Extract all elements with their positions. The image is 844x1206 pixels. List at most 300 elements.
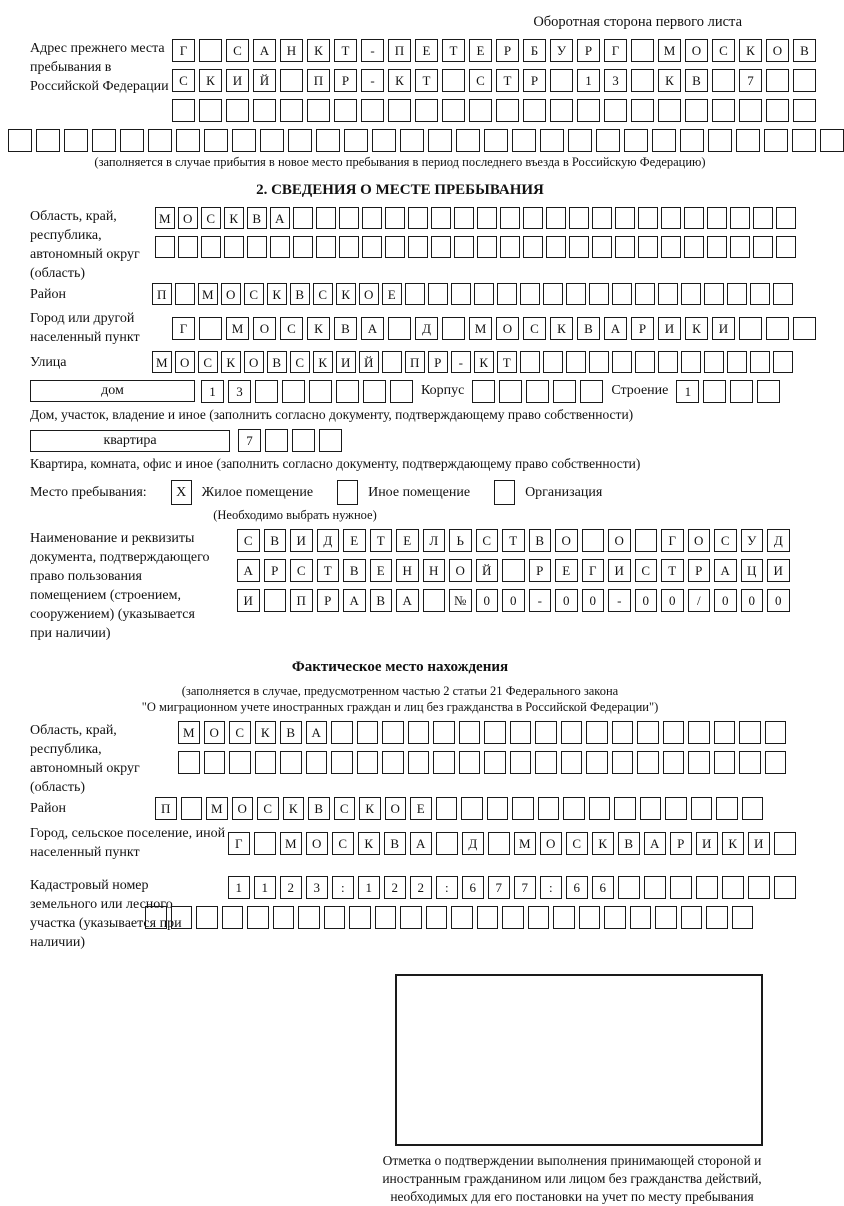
form-cell[interactable]: В bbox=[264, 529, 287, 552]
form-cell[interactable]: Н bbox=[396, 559, 419, 582]
form-cell[interactable] bbox=[706, 906, 728, 929]
form-cell[interactable] bbox=[704, 351, 724, 373]
form-cell[interactable]: Т bbox=[442, 39, 465, 62]
form-cell[interactable]: К bbox=[307, 39, 330, 62]
form-cell[interactable]: С bbox=[226, 39, 249, 62]
form-cell[interactable]: К bbox=[592, 832, 614, 855]
form-cell[interactable]: 1 bbox=[201, 380, 224, 403]
form-cell[interactable] bbox=[750, 351, 770, 373]
form-cell[interactable]: В bbox=[793, 39, 816, 62]
form-cell[interactable] bbox=[680, 129, 704, 152]
form-cell[interactable]: Е bbox=[382, 283, 402, 305]
form-cell[interactable] bbox=[631, 69, 654, 92]
form-cell[interactable]: 7 bbox=[514, 876, 536, 899]
form-cell[interactable] bbox=[688, 721, 710, 744]
form-cell[interactable]: 2 bbox=[410, 876, 432, 899]
form-cell[interactable]: Р bbox=[334, 69, 357, 92]
form-cell[interactable]: 0 bbox=[555, 589, 578, 612]
form-cell[interactable] bbox=[535, 751, 557, 774]
form-cell[interactable] bbox=[324, 906, 346, 929]
form-cell[interactable]: И bbox=[237, 589, 260, 612]
form-cell[interactable] bbox=[714, 721, 736, 744]
form-cell[interactable] bbox=[742, 797, 764, 820]
form-cell[interactable] bbox=[344, 129, 368, 152]
form-cell[interactable]: К bbox=[307, 317, 330, 340]
form-cell[interactable] bbox=[773, 351, 793, 373]
form-cell[interactable] bbox=[451, 906, 473, 929]
form-cell[interactable] bbox=[765, 721, 787, 744]
form-cell[interactable]: С bbox=[201, 207, 221, 229]
form-cell[interactable] bbox=[793, 317, 816, 340]
form-cell[interactable] bbox=[604, 906, 626, 929]
form-cell[interactable]: В bbox=[529, 529, 552, 552]
form-cell[interactable] bbox=[766, 69, 789, 92]
form-cell[interactable]: 1 bbox=[228, 876, 250, 899]
form-cell[interactable]: Ь bbox=[449, 529, 472, 552]
form-cell[interactable]: М bbox=[226, 317, 249, 340]
form-cell[interactable]: А bbox=[361, 317, 384, 340]
form-cell[interactable]: И bbox=[226, 69, 249, 92]
form-cell[interactable] bbox=[712, 99, 735, 122]
form-cell[interactable]: А bbox=[253, 39, 276, 62]
form-cell[interactable] bbox=[523, 207, 543, 229]
stay-type-checkbox-other[interactable] bbox=[337, 480, 358, 505]
form-cell[interactable]: Р bbox=[496, 39, 519, 62]
form-cell[interactable] bbox=[382, 751, 404, 774]
form-cell[interactable] bbox=[586, 721, 608, 744]
form-cell[interactable]: С bbox=[523, 317, 546, 340]
form-cell[interactable] bbox=[477, 906, 499, 929]
form-cell[interactable] bbox=[306, 751, 328, 774]
form-cell[interactable] bbox=[540, 129, 564, 152]
form-cell[interactable] bbox=[739, 317, 762, 340]
form-cell[interactable] bbox=[309, 380, 332, 403]
form-cell[interactable] bbox=[336, 380, 359, 403]
form-cell[interactable] bbox=[331, 751, 353, 774]
form-cell[interactable]: В bbox=[370, 589, 393, 612]
form-cell[interactable] bbox=[282, 380, 305, 403]
form-cell[interactable] bbox=[484, 751, 506, 774]
form-cell[interactable]: Ц bbox=[741, 559, 764, 582]
form-cell[interactable] bbox=[224, 236, 244, 258]
form-cell[interactable]: И bbox=[608, 559, 631, 582]
form-cell[interactable] bbox=[408, 236, 428, 258]
form-cell[interactable]: С bbox=[712, 39, 735, 62]
form-cell[interactable]: М bbox=[206, 797, 228, 820]
form-cell[interactable] bbox=[175, 283, 195, 305]
form-cell[interactable]: - bbox=[529, 589, 552, 612]
form-cell[interactable] bbox=[637, 751, 659, 774]
form-cell[interactable] bbox=[553, 380, 576, 403]
form-cell[interactable]: Г bbox=[582, 559, 605, 582]
form-cell[interactable]: С bbox=[198, 351, 218, 373]
form-cell[interactable] bbox=[638, 207, 658, 229]
form-cell[interactable] bbox=[469, 99, 492, 122]
form-cell[interactable] bbox=[454, 236, 474, 258]
form-cell[interactable] bbox=[148, 129, 172, 152]
form-cell[interactable]: П bbox=[307, 69, 330, 92]
form-cell[interactable]: С bbox=[280, 317, 303, 340]
form-cell[interactable] bbox=[339, 236, 359, 258]
form-cell[interactable]: К bbox=[199, 69, 222, 92]
form-cell[interactable] bbox=[431, 207, 451, 229]
form-cell[interactable]: Р bbox=[428, 351, 448, 373]
form-cell[interactable] bbox=[637, 721, 659, 744]
form-cell[interactable]: Г bbox=[228, 832, 250, 855]
form-cell[interactable]: С bbox=[244, 283, 264, 305]
form-cell[interactable]: Е bbox=[555, 559, 578, 582]
form-cell[interactable] bbox=[586, 751, 608, 774]
form-cell[interactable]: О bbox=[385, 797, 407, 820]
form-cell[interactable]: Й bbox=[476, 559, 499, 582]
form-cell[interactable] bbox=[247, 236, 267, 258]
form-cell[interactable] bbox=[362, 236, 382, 258]
form-cell[interactable] bbox=[472, 380, 495, 403]
form-cell[interactable]: К bbox=[722, 832, 744, 855]
form-cell[interactable] bbox=[615, 236, 635, 258]
form-cell[interactable] bbox=[499, 380, 522, 403]
form-cell[interactable] bbox=[566, 351, 586, 373]
form-cell[interactable] bbox=[766, 99, 789, 122]
form-cell[interactable] bbox=[500, 236, 520, 258]
form-cell[interactable] bbox=[512, 797, 534, 820]
form-cell[interactable] bbox=[204, 129, 228, 152]
form-cell[interactable] bbox=[264, 589, 287, 612]
form-cell[interactable]: С bbox=[237, 529, 260, 552]
form-cell[interactable] bbox=[408, 207, 428, 229]
form-cell[interactable]: А bbox=[714, 559, 737, 582]
form-cell[interactable]: О bbox=[306, 832, 328, 855]
form-cell[interactable] bbox=[254, 832, 276, 855]
form-cell[interactable]: - bbox=[361, 39, 384, 62]
form-cell[interactable] bbox=[523, 236, 543, 258]
form-cell[interactable] bbox=[614, 797, 636, 820]
form-cell[interactable]: С bbox=[332, 832, 354, 855]
form-cell[interactable] bbox=[631, 99, 654, 122]
form-cell[interactable]: 2 bbox=[280, 876, 302, 899]
form-cell[interactable] bbox=[655, 906, 677, 929]
form-cell[interactable] bbox=[334, 99, 357, 122]
form-cell[interactable] bbox=[273, 906, 295, 929]
form-cell[interactable]: Т bbox=[497, 351, 517, 373]
form-cell[interactable]: Е bbox=[370, 559, 393, 582]
form-cell[interactable] bbox=[510, 721, 532, 744]
form-cell[interactable] bbox=[612, 721, 634, 744]
form-cell[interactable] bbox=[753, 236, 773, 258]
form-cell[interactable]: С bbox=[714, 529, 737, 552]
form-cell[interactable] bbox=[736, 129, 760, 152]
form-cell[interactable] bbox=[36, 129, 60, 152]
form-cell[interactable] bbox=[331, 721, 353, 744]
form-cell[interactable] bbox=[553, 906, 575, 929]
form-cell[interactable]: 6 bbox=[462, 876, 484, 899]
form-cell[interactable]: В bbox=[280, 721, 302, 744]
form-cell[interactable] bbox=[520, 351, 540, 373]
form-cell[interactable]: О bbox=[555, 529, 578, 552]
form-cell[interactable] bbox=[739, 721, 761, 744]
form-cell[interactable] bbox=[451, 283, 471, 305]
form-cell[interactable] bbox=[456, 129, 480, 152]
form-cell[interactable] bbox=[708, 129, 732, 152]
form-cell[interactable]: О bbox=[232, 797, 254, 820]
form-cell[interactable] bbox=[382, 351, 402, 373]
form-cell[interactable]: П bbox=[155, 797, 177, 820]
form-cell[interactable] bbox=[226, 99, 249, 122]
form-cell[interactable]: Р bbox=[577, 39, 600, 62]
form-cell[interactable] bbox=[204, 751, 226, 774]
form-cell[interactable]: : bbox=[332, 876, 354, 899]
form-cell[interactable] bbox=[362, 207, 382, 229]
form-cell[interactable] bbox=[385, 207, 405, 229]
form-cell[interactable] bbox=[615, 207, 635, 229]
form-cell[interactable] bbox=[774, 832, 796, 855]
form-cell[interactable] bbox=[388, 317, 411, 340]
form-cell[interactable]: Е bbox=[343, 529, 366, 552]
form-cell[interactable] bbox=[298, 906, 320, 929]
form-cell[interactable] bbox=[730, 380, 753, 403]
form-cell[interactable]: В bbox=[290, 283, 310, 305]
form-cell[interactable]: К bbox=[358, 832, 380, 855]
form-cell[interactable] bbox=[589, 283, 609, 305]
form-cell[interactable] bbox=[265, 429, 288, 452]
form-cell[interactable]: У bbox=[741, 529, 764, 552]
form-cell[interactable] bbox=[661, 236, 681, 258]
form-cell[interactable] bbox=[120, 129, 144, 152]
form-cell[interactable]: П bbox=[152, 283, 172, 305]
form-cell[interactable]: О bbox=[496, 317, 519, 340]
form-cell[interactable]: 3 bbox=[306, 876, 328, 899]
form-cell[interactable] bbox=[512, 129, 536, 152]
form-cell[interactable] bbox=[316, 129, 340, 152]
form-cell[interactable] bbox=[618, 876, 640, 899]
form-cell[interactable] bbox=[568, 129, 592, 152]
form-cell[interactable]: : bbox=[436, 876, 458, 899]
form-cell[interactable]: О bbox=[244, 351, 264, 373]
form-cell[interactable] bbox=[638, 236, 658, 258]
form-cell[interactable]: О bbox=[449, 559, 472, 582]
form-cell[interactable] bbox=[592, 207, 612, 229]
form-cell[interactable]: Р bbox=[317, 589, 340, 612]
form-cell[interactable]: К bbox=[267, 283, 287, 305]
form-cell[interactable]: Б bbox=[523, 39, 546, 62]
form-cell[interactable] bbox=[624, 129, 648, 152]
form-cell[interactable] bbox=[477, 236, 497, 258]
form-cell[interactable] bbox=[635, 529, 658, 552]
form-cell[interactable] bbox=[727, 283, 747, 305]
form-cell[interactable]: Н bbox=[280, 39, 303, 62]
form-cell[interactable]: Т bbox=[496, 69, 519, 92]
form-cell[interactable]: О bbox=[221, 283, 241, 305]
form-cell[interactable] bbox=[423, 589, 446, 612]
form-cell[interactable] bbox=[316, 236, 336, 258]
form-cell[interactable] bbox=[635, 351, 655, 373]
form-cell[interactable]: Й bbox=[359, 351, 379, 373]
form-cell[interactable] bbox=[155, 236, 175, 258]
form-cell[interactable] bbox=[820, 129, 844, 152]
form-cell[interactable]: А bbox=[237, 559, 260, 582]
form-cell[interactable] bbox=[484, 129, 508, 152]
form-cell[interactable]: О bbox=[204, 721, 226, 744]
form-cell[interactable] bbox=[631, 39, 654, 62]
form-cell[interactable]: О bbox=[253, 317, 276, 340]
form-cell[interactable]: А bbox=[343, 589, 366, 612]
form-cell[interactable] bbox=[181, 797, 203, 820]
form-cell[interactable]: А bbox=[306, 721, 328, 744]
form-cell[interactable] bbox=[502, 906, 524, 929]
form-cell[interactable]: В bbox=[267, 351, 287, 373]
form-cell[interactable] bbox=[8, 129, 32, 152]
form-cell[interactable] bbox=[582, 529, 605, 552]
form-cell[interactable] bbox=[442, 99, 465, 122]
form-cell[interactable] bbox=[748, 876, 770, 899]
form-cell[interactable] bbox=[596, 129, 620, 152]
form-cell[interactable]: И bbox=[696, 832, 718, 855]
form-cell[interactable]: С bbox=[469, 69, 492, 92]
form-cell[interactable]: А bbox=[270, 207, 290, 229]
form-cell[interactable] bbox=[247, 906, 269, 929]
form-cell[interactable]: - bbox=[361, 69, 384, 92]
form-cell[interactable]: О bbox=[766, 39, 789, 62]
form-cell[interactable] bbox=[357, 751, 379, 774]
form-cell[interactable] bbox=[757, 380, 780, 403]
form-cell[interactable] bbox=[563, 797, 585, 820]
form-cell[interactable]: Д bbox=[767, 529, 790, 552]
form-cell[interactable] bbox=[652, 129, 676, 152]
form-cell[interactable] bbox=[753, 207, 773, 229]
form-cell[interactable] bbox=[474, 283, 494, 305]
form-cell[interactable] bbox=[739, 99, 762, 122]
form-cell[interactable]: К bbox=[474, 351, 494, 373]
form-cell[interactable]: - bbox=[451, 351, 471, 373]
form-cell[interactable]: В bbox=[334, 317, 357, 340]
form-cell[interactable] bbox=[382, 721, 404, 744]
form-cell[interactable] bbox=[727, 351, 747, 373]
form-cell[interactable] bbox=[703, 380, 726, 403]
form-cell[interactable] bbox=[658, 283, 678, 305]
form-cell[interactable]: А bbox=[644, 832, 666, 855]
form-cell[interactable]: 3 bbox=[228, 380, 251, 403]
form-cell[interactable]: К bbox=[739, 39, 762, 62]
form-cell[interactable]: В bbox=[247, 207, 267, 229]
form-cell[interactable] bbox=[722, 876, 744, 899]
form-cell[interactable]: П bbox=[388, 39, 411, 62]
form-cell[interactable] bbox=[385, 236, 405, 258]
form-cell[interactable]: И bbox=[658, 317, 681, 340]
form-cell[interactable]: М bbox=[658, 39, 681, 62]
form-cell[interactable] bbox=[229, 751, 251, 774]
form-cell[interactable]: 0 bbox=[502, 589, 525, 612]
form-cell[interactable] bbox=[372, 129, 396, 152]
form-cell[interactable] bbox=[566, 283, 586, 305]
form-cell[interactable] bbox=[774, 876, 796, 899]
form-cell[interactable]: Д bbox=[415, 317, 438, 340]
form-cell[interactable]: А bbox=[396, 589, 419, 612]
form-cell[interactable] bbox=[681, 351, 701, 373]
form-cell[interactable] bbox=[644, 876, 666, 899]
form-cell[interactable]: Н bbox=[423, 559, 446, 582]
form-cell[interactable]: П bbox=[290, 589, 313, 612]
form-cell[interactable] bbox=[361, 99, 384, 122]
form-cell[interactable]: В bbox=[343, 559, 366, 582]
form-cell[interactable] bbox=[405, 283, 425, 305]
form-cell[interactable]: К bbox=[388, 69, 411, 92]
form-cell[interactable] bbox=[496, 99, 519, 122]
form-cell[interactable]: И bbox=[767, 559, 790, 582]
form-cell[interactable] bbox=[579, 906, 601, 929]
form-cell[interactable] bbox=[280, 99, 303, 122]
form-cell[interactable] bbox=[685, 99, 708, 122]
form-cell[interactable] bbox=[428, 129, 452, 152]
form-cell[interactable]: / bbox=[688, 589, 711, 612]
form-cell[interactable] bbox=[543, 351, 563, 373]
form-cell[interactable] bbox=[436, 832, 458, 855]
form-cell[interactable] bbox=[199, 99, 222, 122]
form-cell[interactable] bbox=[339, 207, 359, 229]
form-cell[interactable] bbox=[773, 283, 793, 305]
form-cell[interactable]: К bbox=[658, 69, 681, 92]
form-cell[interactable]: Е bbox=[396, 529, 419, 552]
form-cell[interactable]: : bbox=[540, 876, 562, 899]
form-cell[interactable] bbox=[428, 283, 448, 305]
form-cell[interactable] bbox=[714, 751, 736, 774]
form-cell[interactable] bbox=[388, 99, 411, 122]
form-cell[interactable] bbox=[684, 236, 704, 258]
form-cell[interactable] bbox=[592, 236, 612, 258]
form-cell[interactable]: Г bbox=[604, 39, 627, 62]
form-cell[interactable] bbox=[260, 129, 284, 152]
form-cell[interactable]: В bbox=[384, 832, 406, 855]
form-cell[interactable]: М bbox=[280, 832, 302, 855]
form-cell[interactable]: Р bbox=[523, 69, 546, 92]
form-cell[interactable]: 7 bbox=[488, 876, 510, 899]
form-cell[interactable] bbox=[176, 129, 200, 152]
form-cell[interactable]: - bbox=[608, 589, 631, 612]
form-cell[interactable] bbox=[663, 751, 685, 774]
form-cell[interactable] bbox=[580, 380, 603, 403]
form-cell[interactable] bbox=[523, 99, 546, 122]
form-cell[interactable] bbox=[408, 721, 430, 744]
form-cell[interactable] bbox=[535, 721, 557, 744]
form-cell[interactable] bbox=[793, 69, 816, 92]
form-cell[interactable] bbox=[199, 39, 222, 62]
form-cell[interactable] bbox=[433, 751, 455, 774]
form-cell[interactable]: Р bbox=[688, 559, 711, 582]
form-cell[interactable] bbox=[253, 99, 276, 122]
form-cell[interactable] bbox=[684, 207, 704, 229]
form-cell[interactable] bbox=[688, 751, 710, 774]
form-cell[interactable] bbox=[178, 751, 200, 774]
form-cell[interactable] bbox=[739, 751, 761, 774]
form-cell[interactable] bbox=[707, 207, 727, 229]
form-cell[interactable] bbox=[550, 99, 573, 122]
form-cell[interactable]: Е bbox=[410, 797, 432, 820]
form-cell[interactable]: С bbox=[290, 559, 313, 582]
form-cell[interactable] bbox=[319, 429, 342, 452]
form-cell[interactable] bbox=[604, 99, 627, 122]
form-cell[interactable]: Т bbox=[502, 529, 525, 552]
form-cell[interactable]: М bbox=[155, 207, 175, 229]
form-cell[interactable] bbox=[349, 906, 371, 929]
form-cell[interactable] bbox=[497, 283, 517, 305]
form-cell[interactable] bbox=[431, 236, 451, 258]
form-cell[interactable]: О bbox=[540, 832, 562, 855]
form-cell[interactable]: С bbox=[334, 797, 356, 820]
form-cell[interactable] bbox=[199, 317, 222, 340]
house-type-box[interactable]: дом bbox=[30, 380, 195, 402]
form-cell[interactable]: Р bbox=[631, 317, 654, 340]
form-cell[interactable] bbox=[765, 751, 787, 774]
form-cell[interactable] bbox=[400, 906, 422, 929]
